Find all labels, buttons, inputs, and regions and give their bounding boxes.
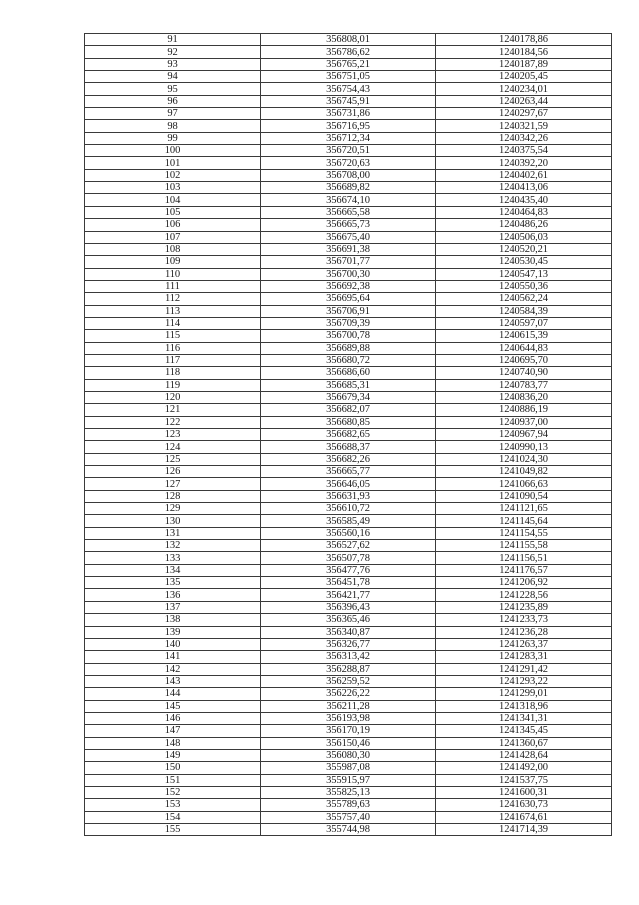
point-number-cell: 105 (85, 206, 261, 218)
point-number-cell: 109 (85, 256, 261, 268)
y-coordinate-cell: 1240187,89 (436, 58, 612, 70)
x-coordinate-cell: 356689,88 (261, 342, 436, 354)
x-coordinate-cell: 355825,13 (261, 786, 436, 798)
x-coordinate-cell: 355757,40 (261, 811, 436, 823)
table-row (85, 95, 612, 107)
y-coordinate-cell: 1240783,77 (436, 379, 612, 391)
x-coordinate-cell: 356701,77 (261, 256, 436, 268)
x-coordinate-cell: 356700,30 (261, 268, 436, 280)
x-coordinate-cell: 356631,93 (261, 490, 436, 502)
table-row (85, 256, 612, 268)
coordinates-table (84, 33, 612, 836)
y-coordinate-cell: 1240615,39 (436, 330, 612, 342)
point-number-cell: 125 (85, 453, 261, 465)
x-coordinate-cell: 356150,46 (261, 737, 436, 749)
y-coordinate-cell: 1241714,39 (436, 824, 612, 836)
y-coordinate-cell: 1240392,20 (436, 157, 612, 169)
table-row (85, 762, 612, 774)
point-number-cell: 124 (85, 441, 261, 453)
y-coordinate-cell: 1240297,67 (436, 108, 612, 120)
y-coordinate-cell: 1240413,06 (436, 182, 612, 194)
point-number-cell: 141 (85, 651, 261, 663)
point-number-cell: 103 (85, 182, 261, 194)
x-coordinate-cell: 356686,60 (261, 367, 436, 379)
point-number-cell: 130 (85, 515, 261, 527)
y-coordinate-cell: 1240597,07 (436, 317, 612, 329)
y-coordinate-cell: 1240205,45 (436, 71, 612, 83)
point-number-cell: 92 (85, 46, 261, 58)
table-row (85, 108, 612, 120)
table-row (85, 503, 612, 515)
point-number-cell: 132 (85, 540, 261, 552)
x-coordinate-cell: 356709,39 (261, 317, 436, 329)
x-coordinate-cell: 356700,78 (261, 330, 436, 342)
point-number-cell: 143 (85, 675, 261, 687)
y-coordinate-cell: 1240584,39 (436, 305, 612, 317)
x-coordinate-cell: 356688,37 (261, 441, 436, 453)
y-coordinate-cell: 1240937,00 (436, 416, 612, 428)
y-coordinate-cell: 1240506,03 (436, 231, 612, 243)
table-row (85, 169, 612, 181)
x-coordinate-cell: 356610,72 (261, 503, 436, 515)
x-coordinate-cell: 356396,43 (261, 601, 436, 613)
x-coordinate-cell: 356326,77 (261, 638, 436, 650)
y-coordinate-cell: 1240644,83 (436, 342, 612, 354)
table-row (85, 675, 612, 687)
y-coordinate-cell: 1240836,20 (436, 391, 612, 403)
x-coordinate-cell: 356695,64 (261, 293, 436, 305)
table-row (85, 527, 612, 539)
point-number-cell: 129 (85, 503, 261, 515)
y-coordinate-cell: 1241341,31 (436, 712, 612, 724)
table-row (85, 564, 612, 576)
x-coordinate-cell: 356765,21 (261, 58, 436, 70)
x-coordinate-cell: 356689,82 (261, 182, 436, 194)
point-number-cell: 123 (85, 429, 261, 441)
x-coordinate-cell: 356477,76 (261, 564, 436, 576)
y-coordinate-cell: 1240990,13 (436, 441, 612, 453)
point-number-cell: 138 (85, 614, 261, 626)
x-coordinate-cell: 356745,91 (261, 95, 436, 107)
x-coordinate-cell: 356706,91 (261, 305, 436, 317)
y-coordinate-cell: 1241236,28 (436, 626, 612, 638)
table-row (85, 268, 612, 280)
x-coordinate-cell: 356193,98 (261, 712, 436, 724)
x-coordinate-cell: 356682,26 (261, 453, 436, 465)
table-row (85, 120, 612, 132)
y-coordinate-cell: 1240886,19 (436, 404, 612, 416)
table-row (85, 749, 612, 761)
point-number-cell: 150 (85, 762, 261, 774)
y-coordinate-cell: 1240520,21 (436, 243, 612, 255)
x-coordinate-cell: 356731,86 (261, 108, 436, 120)
point-number-cell: 137 (85, 601, 261, 613)
y-coordinate-cell: 1241318,96 (436, 700, 612, 712)
x-coordinate-cell: 356421,77 (261, 589, 436, 601)
y-coordinate-cell: 1240263,44 (436, 95, 612, 107)
point-number-cell: 142 (85, 663, 261, 675)
y-coordinate-cell: 1240550,36 (436, 280, 612, 292)
x-coordinate-cell: 355915,97 (261, 774, 436, 786)
y-coordinate-cell: 1241293,22 (436, 675, 612, 687)
y-coordinate-cell: 1241066,63 (436, 478, 612, 490)
y-coordinate-cell: 1241156,51 (436, 552, 612, 564)
table-row (85, 243, 612, 255)
y-coordinate-cell: 1240695,70 (436, 354, 612, 366)
table-row (85, 231, 612, 243)
point-number-cell: 115 (85, 330, 261, 342)
point-number-cell: 113 (85, 305, 261, 317)
y-coordinate-cell: 1241235,89 (436, 601, 612, 613)
y-coordinate-cell: 1241154,55 (436, 527, 612, 539)
x-coordinate-cell: 356692,38 (261, 280, 436, 292)
y-coordinate-cell: 1241345,45 (436, 725, 612, 737)
point-number-cell: 95 (85, 83, 261, 95)
y-coordinate-cell: 1241263,37 (436, 638, 612, 650)
y-coordinate-cell: 1241024,30 (436, 453, 612, 465)
x-coordinate-cell: 356451,78 (261, 577, 436, 589)
table-row (85, 688, 612, 700)
x-coordinate-cell: 356808,01 (261, 34, 436, 46)
table-row (85, 774, 612, 786)
y-coordinate-cell: 1241233,73 (436, 614, 612, 626)
table-row (85, 490, 612, 502)
point-number-cell: 110 (85, 268, 261, 280)
point-number-cell: 97 (85, 108, 261, 120)
y-coordinate-cell: 1241121,65 (436, 503, 612, 515)
point-number-cell: 107 (85, 231, 261, 243)
x-coordinate-cell: 356527,62 (261, 540, 436, 552)
table-row (85, 614, 612, 626)
table-row (85, 305, 612, 317)
point-number-cell: 149 (85, 749, 261, 761)
point-number-cell: 144 (85, 688, 261, 700)
x-coordinate-cell: 356365,46 (261, 614, 436, 626)
x-coordinate-cell: 356674,10 (261, 194, 436, 206)
point-number-cell: 136 (85, 589, 261, 601)
point-number-cell: 99 (85, 132, 261, 144)
y-coordinate-cell: 1240375,54 (436, 145, 612, 157)
table-row (85, 157, 612, 169)
table-row (85, 786, 612, 798)
point-number-cell: 111 (85, 280, 261, 292)
x-coordinate-cell: 356680,85 (261, 416, 436, 428)
point-number-cell: 131 (85, 527, 261, 539)
table-row (85, 367, 612, 379)
table-row (85, 330, 612, 342)
point-number-cell: 106 (85, 219, 261, 231)
y-coordinate-cell: 1241283,31 (436, 651, 612, 663)
point-number-cell: 148 (85, 737, 261, 749)
y-coordinate-cell: 1241155,58 (436, 540, 612, 552)
table-row (85, 404, 612, 416)
point-number-cell: 118 (85, 367, 261, 379)
point-number-cell: 140 (85, 638, 261, 650)
point-number-cell: 91 (85, 34, 261, 46)
x-coordinate-cell: 356680,72 (261, 354, 436, 366)
x-coordinate-cell: 356682,65 (261, 429, 436, 441)
table-row (85, 145, 612, 157)
table-row (85, 466, 612, 478)
y-coordinate-cell: 1241049,82 (436, 466, 612, 478)
x-coordinate-cell: 356691,38 (261, 243, 436, 255)
x-coordinate-cell: 356754,43 (261, 83, 436, 95)
table-row (85, 626, 612, 638)
y-coordinate-cell: 1240547,13 (436, 268, 612, 280)
y-coordinate-cell: 1241537,75 (436, 774, 612, 786)
x-coordinate-cell: 356170,19 (261, 725, 436, 737)
y-coordinate-cell: 1241360,67 (436, 737, 612, 749)
x-coordinate-cell: 355789,63 (261, 799, 436, 811)
table-row (85, 317, 612, 329)
y-coordinate-cell: 1240562,24 (436, 293, 612, 305)
point-number-cell: 122 (85, 416, 261, 428)
point-number-cell: 154 (85, 811, 261, 823)
point-number-cell: 135 (85, 577, 261, 589)
table-row (85, 799, 612, 811)
table-row (85, 132, 612, 144)
x-coordinate-cell: 355744,98 (261, 824, 436, 836)
x-coordinate-cell: 356708,00 (261, 169, 436, 181)
y-coordinate-cell: 1240967,94 (436, 429, 612, 441)
y-coordinate-cell: 1240178,86 (436, 34, 612, 46)
y-coordinate-cell: 1240234,01 (436, 83, 612, 95)
point-number-cell: 108 (85, 243, 261, 255)
point-number-cell: 104 (85, 194, 261, 206)
point-number-cell: 101 (85, 157, 261, 169)
point-number-cell: 146 (85, 712, 261, 724)
table-row (85, 601, 612, 613)
point-number-cell: 127 (85, 478, 261, 490)
coordinates-table-body (85, 34, 612, 836)
y-coordinate-cell: 1241299,01 (436, 688, 612, 700)
point-number-cell: 126 (85, 466, 261, 478)
x-coordinate-cell: 356720,51 (261, 145, 436, 157)
x-coordinate-cell: 356682,07 (261, 404, 436, 416)
x-coordinate-cell: 356288,87 (261, 663, 436, 675)
point-number-cell: 121 (85, 404, 261, 416)
point-number-cell: 152 (85, 786, 261, 798)
table-row (85, 182, 612, 194)
x-coordinate-cell: 356340,87 (261, 626, 436, 638)
table-row (85, 354, 612, 366)
point-number-cell: 117 (85, 354, 261, 366)
point-number-cell: 120 (85, 391, 261, 403)
x-coordinate-cell: 356211,28 (261, 700, 436, 712)
point-number-cell: 94 (85, 71, 261, 83)
point-number-cell: 151 (85, 774, 261, 786)
table-row (85, 391, 612, 403)
y-coordinate-cell: 1240342,26 (436, 132, 612, 144)
x-coordinate-cell: 356685,31 (261, 379, 436, 391)
table-row (85, 58, 612, 70)
point-number-cell: 116 (85, 342, 261, 354)
x-coordinate-cell: 356585,49 (261, 515, 436, 527)
y-coordinate-cell: 1241090,54 (436, 490, 612, 502)
y-coordinate-cell: 1241428,64 (436, 749, 612, 761)
x-coordinate-cell: 356720,63 (261, 157, 436, 169)
table-row (85, 577, 612, 589)
y-coordinate-cell: 1241492,00 (436, 762, 612, 774)
table-row (85, 194, 612, 206)
x-coordinate-cell: 356712,34 (261, 132, 436, 144)
table-row (85, 293, 612, 305)
point-number-cell: 112 (85, 293, 261, 305)
table-row (85, 515, 612, 527)
table-row (85, 824, 612, 836)
y-coordinate-cell: 1240464,83 (436, 206, 612, 218)
y-coordinate-cell: 1240402,61 (436, 169, 612, 181)
y-coordinate-cell: 1241674,61 (436, 811, 612, 823)
table-row (85, 712, 612, 724)
table-row (85, 280, 612, 292)
point-number-cell: 134 (85, 564, 261, 576)
point-number-cell: 128 (85, 490, 261, 502)
x-coordinate-cell: 356313,42 (261, 651, 436, 663)
table-row (85, 589, 612, 601)
x-coordinate-cell: 356665,77 (261, 466, 436, 478)
point-number-cell: 155 (85, 824, 261, 836)
table-row (85, 478, 612, 490)
table-row (85, 441, 612, 453)
x-coordinate-cell: 356786,62 (261, 46, 436, 58)
table-row (85, 540, 612, 552)
x-coordinate-cell: 356646,05 (261, 478, 436, 490)
table-row (85, 737, 612, 749)
point-number-cell: 153 (85, 799, 261, 811)
y-coordinate-cell: 1241630,73 (436, 799, 612, 811)
table-row (85, 34, 612, 46)
x-coordinate-cell: 355987,08 (261, 762, 436, 774)
table-row (85, 811, 612, 823)
table-row (85, 651, 612, 663)
table-row (85, 700, 612, 712)
point-number-cell: 98 (85, 120, 261, 132)
point-number-cell: 93 (85, 58, 261, 70)
point-number-cell: 147 (85, 725, 261, 737)
table-row (85, 552, 612, 564)
x-coordinate-cell: 356259,52 (261, 675, 436, 687)
y-coordinate-cell: 1240184,56 (436, 46, 612, 58)
point-number-cell: 96 (85, 95, 261, 107)
x-coordinate-cell: 356679,34 (261, 391, 436, 403)
table-row (85, 429, 612, 441)
y-coordinate-cell: 1241206,92 (436, 577, 612, 589)
table-row (85, 206, 612, 218)
point-number-cell: 139 (85, 626, 261, 638)
x-coordinate-cell: 356665,58 (261, 206, 436, 218)
table-row (85, 46, 612, 58)
y-coordinate-cell: 1240740,90 (436, 367, 612, 379)
y-coordinate-cell: 1240435,40 (436, 194, 612, 206)
y-coordinate-cell: 1241228,56 (436, 589, 612, 601)
y-coordinate-cell: 1241145,64 (436, 515, 612, 527)
y-coordinate-cell: 1240486,26 (436, 219, 612, 231)
x-coordinate-cell: 356716,95 (261, 120, 436, 132)
point-number-cell: 100 (85, 145, 261, 157)
y-coordinate-cell: 1240321,59 (436, 120, 612, 132)
y-coordinate-cell: 1241600,31 (436, 786, 612, 798)
x-coordinate-cell: 356675,40 (261, 231, 436, 243)
table-row (85, 725, 612, 737)
point-number-cell: 102 (85, 169, 261, 181)
table-row (85, 416, 612, 428)
x-coordinate-cell: 356226,22 (261, 688, 436, 700)
point-number-cell: 119 (85, 379, 261, 391)
table-row (85, 453, 612, 465)
point-number-cell: 114 (85, 317, 261, 329)
table-row (85, 71, 612, 83)
y-coordinate-cell: 1241291,42 (436, 663, 612, 675)
y-coordinate-cell: 1240530,45 (436, 256, 612, 268)
table-row (85, 83, 612, 95)
table-row (85, 663, 612, 675)
table-row (85, 342, 612, 354)
table-row (85, 638, 612, 650)
x-coordinate-cell: 356665,73 (261, 219, 436, 231)
table-row (85, 379, 612, 391)
point-number-cell: 145 (85, 700, 261, 712)
x-coordinate-cell: 356751,05 (261, 71, 436, 83)
y-coordinate-cell: 1241176,57 (436, 564, 612, 576)
x-coordinate-cell: 356560,16 (261, 527, 436, 539)
table-row (85, 219, 612, 231)
x-coordinate-cell: 356507,78 (261, 552, 436, 564)
point-number-cell: 133 (85, 552, 261, 564)
x-coordinate-cell: 356080,30 (261, 749, 436, 761)
